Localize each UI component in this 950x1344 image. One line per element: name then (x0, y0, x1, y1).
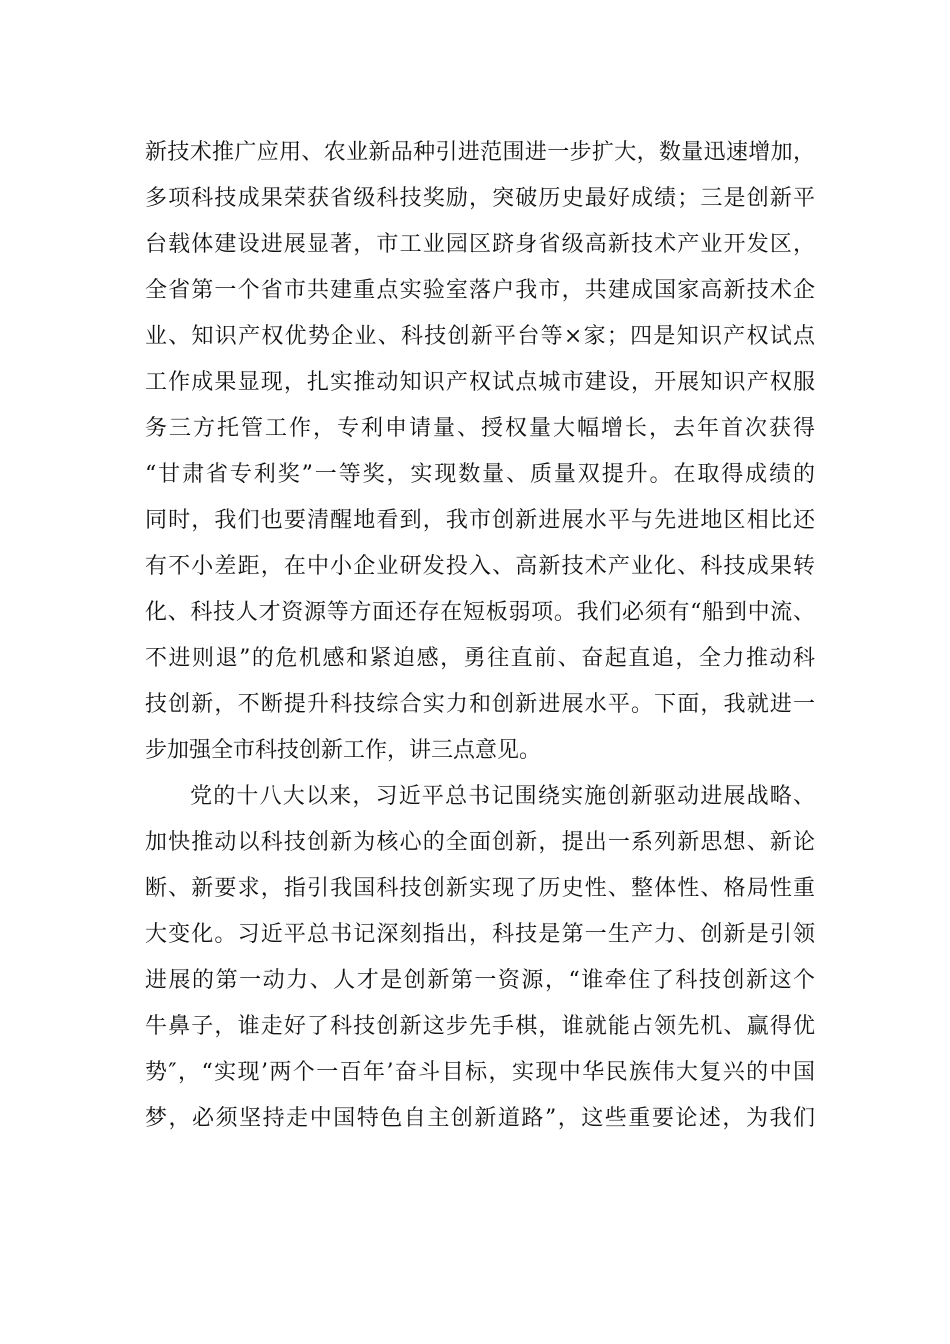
paragraph-line: 工作成果显现，扎实推动知识产权试点城市建设，开展知识产权服 (145, 370, 815, 395)
paragraph-line: “甘肃省专利奖”一等奖，实现数量、质量双提升。在取得成绩的 (145, 462, 815, 487)
paragraph-line: 势″，“实现’两个一百年’奋斗目标，实现中华民族伟大复兴的中国 (145, 1060, 815, 1085)
paragraph-line: 新技术推广应用、农业新品种引进范围进一步扩大，数量迅速增加， (145, 140, 815, 165)
paragraph-line: 牛鼻子，谁走好了科技创新这步先手棋，谁就能占领先机、赢得优 (145, 1014, 815, 1039)
paragraph-line: 化、科技人才资源等方面还存在短板弱项。我们必须有“船到中流、 (145, 600, 815, 625)
paragraph-line: 多项科技成果荣获省级科技奖励，突破历史最好成绩；三是创新平 (145, 186, 815, 211)
paragraph-line: 台载体建设进展显著，市工业园区跻身省级高新技术产业开发区， (145, 232, 815, 257)
paragraph-line: 梦，必须坚持走中国特色自主创新道路”，这些重要论述，为我们 (145, 1106, 815, 1131)
paragraph-line: 业、知识产权优势企业、科技创新平台等×家；四是知识产权试点 (145, 324, 815, 349)
paragraph-line: 党的十八大以来，习近平总书记围绕实施创新驱动进展战略、 (190, 784, 815, 809)
paragraph-line: 断、新要求，指引我国科技创新实现了历史性、整体性、格局性重 (145, 876, 815, 901)
paragraph-line: 加快推动以科技创新为核心的全面创新，提出一系列新思想、新论 (145, 830, 815, 855)
paragraph-line: 同时，我们也要清醒地看到，我市创新进展水平与先进地区相比还 (145, 508, 815, 533)
paragraph-line: 全省第一个省市共建重点实验室落户我市，共建成国家高新技术企 (145, 278, 815, 303)
paragraph-line: 进展的第一动力、人才是创新第一资源，“谁牵住了科技创新这个 (145, 968, 815, 993)
paragraph-line: 大变化。习近平总书记深刻指出，科技是第一生产力、创新是引领 (145, 922, 815, 947)
paragraph-line: 步加强全市科技创新工作，讲三点意见。 (145, 738, 542, 763)
paragraph-line: 不进则退”的危机感和紧迫感，勇往直前、奋起直追，全力推动科 (145, 646, 815, 671)
paragraph-line: 技创新，不断提升科技综合实力和创新进展水平。下面，我就进一 (145, 692, 815, 717)
paragraph-line: 务三方托管工作，专利申请量、授权量大幅增长，去年首次获得 (145, 416, 815, 441)
paragraph-line: 有不小差距，在中小企业研发投入、高新技术产业化、科技成果转 (145, 554, 815, 579)
